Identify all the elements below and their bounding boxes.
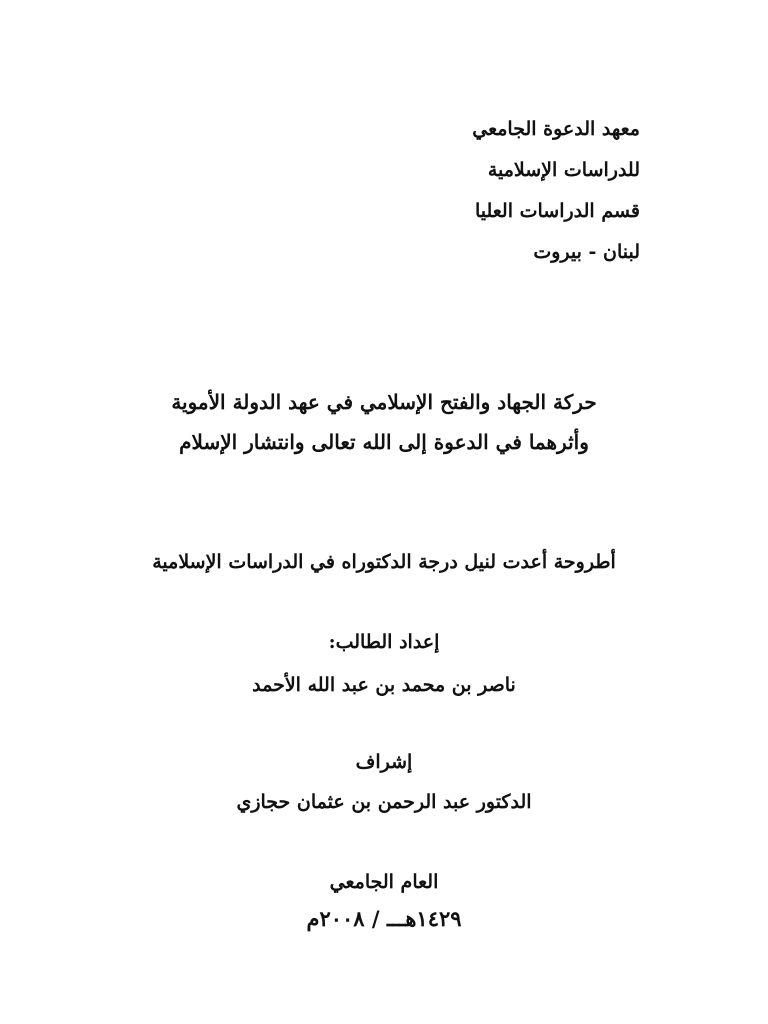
institution-subtitle: للدراسات الإسلامية: [487, 159, 640, 181]
institution-location: لبنان - بيروت: [533, 241, 640, 263]
supervision-label: إشراف: [355, 751, 413, 773]
department-name: قسم الدراسات العليا: [474, 200, 640, 222]
supervisor-name: الدكتور عبد الرحمن بن عثمان حجازي: [236, 791, 532, 813]
thesis-title-line-2: وأثرهما في الدعوة إلى الله تعالى وانتشار الإسلام: [179, 430, 589, 454]
academic-year-label: العام الجامعي: [329, 871, 439, 893]
institution-name: معهد الدعوة الجامعي: [472, 118, 640, 140]
prepared-by-label: إعداد الطالب:: [328, 631, 440, 653]
thesis-title-line-1: حركة الجهاد والفتح الإسلامي في عهد الدولة الأموية: [171, 390, 597, 414]
thesis-title: [0, 388, 768, 468]
academic-year-value: ١٤٢٩هـــ / ٢٠٠٨م: [306, 906, 462, 931]
thesis-statement: أطروحة أعدت لنيل درجة الدكتوراه في الدراسات الإسلامية: [152, 551, 616, 573]
institution-block: [472, 116, 640, 280]
student-name: ناصر بن محمد بن عبد الله الأحمد: [252, 674, 516, 696]
